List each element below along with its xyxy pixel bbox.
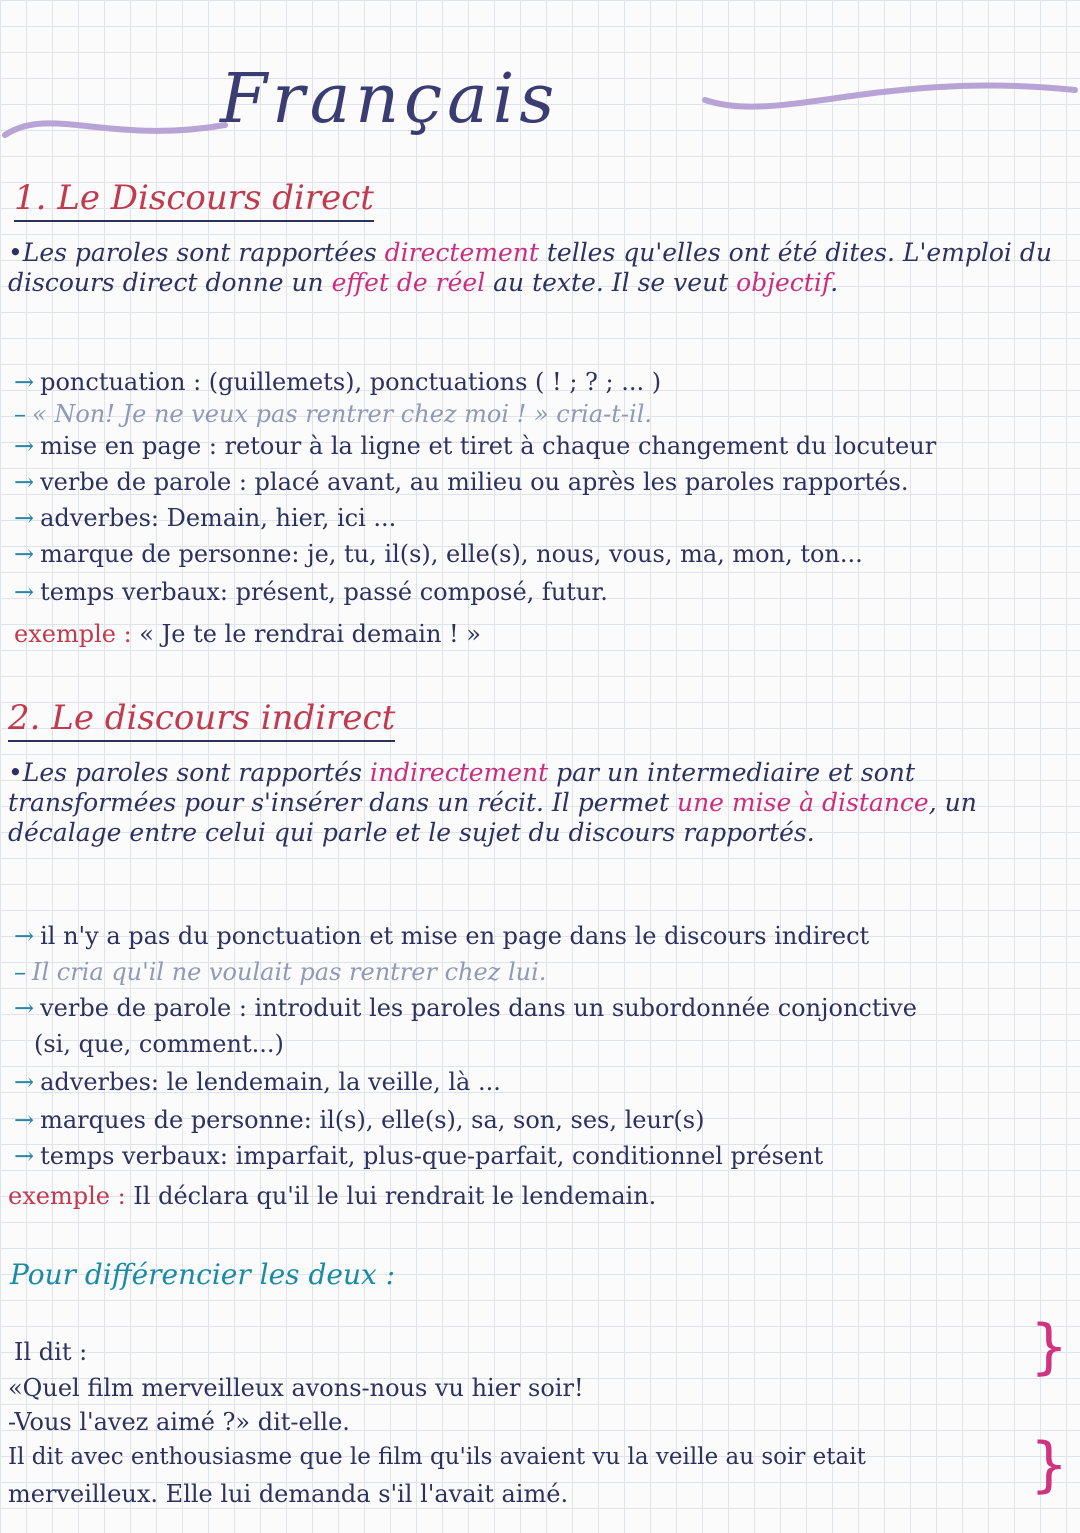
- item-text: il n'y a pas du ponctuation et mise en page dans le discours indirect: [40, 922, 870, 950]
- item-text: verbe de parole : introduit les paroles dans un subordonnée conjonctive: [40, 994, 917, 1022]
- item-text: marque de personne: je, tu, il(s), elle(s), nous, vous, ma, mon, ton...: [40, 540, 863, 568]
- item-text: temps verbaux: imparfait, plus-que-parfait, conditionnel présent: [40, 1142, 824, 1170]
- section1-heading: 1. Le Discours direct: [14, 178, 374, 222]
- list-item: [14, 1106, 1074, 1134]
- para-text: par un intermediaire et sont transformées pour s'insérer dans un récit. Il permet: [8, 758, 915, 817]
- section2-paragraph: [8, 758, 1072, 848]
- arrow-icon: →: [14, 432, 35, 460]
- para-text: •Les paroles sont rapportées: [8, 238, 385, 267]
- para-text: , un décalage entre celui qui parle et le sujet du discours rapportés.: [8, 788, 977, 847]
- example-label: exemple :: [8, 1182, 126, 1210]
- para-highlight: effet de réel: [331, 268, 486, 297]
- item-text: marques de personne: il(s), elle(s), sa, son, ses, leur(s): [40, 1106, 705, 1134]
- list-item: [14, 922, 1074, 950]
- para-highlight: une mise à distance: [676, 788, 929, 817]
- title-swirl-right: [700, 70, 1080, 130]
- list-item: [34, 1030, 1080, 1058]
- item-text: ponctuation : (guillemets), ponctuations ( ! ; ? ; ... ): [40, 368, 662, 396]
- para-highlight: indirectement: [369, 758, 549, 787]
- list-item: [14, 468, 1074, 496]
- section1-paragraph: [8, 238, 1072, 298]
- arrow-icon: →: [14, 578, 35, 606]
- item-text: Il cria qu'il ne voulait pas rentrer chez lui.: [32, 958, 547, 986]
- example-text: Il déclara qu'il le lui rendrait le lendemain.: [133, 1182, 657, 1210]
- item-text: adverbes: Demain, hier, ici ...: [40, 504, 397, 532]
- arrow-icon: →: [14, 994, 35, 1022]
- arrow-icon: →: [14, 368, 35, 396]
- list-item: [14, 1142, 1074, 1170]
- list-item: [14, 540, 1074, 568]
- example-label: exemple :: [14, 620, 132, 648]
- para-text: telles qu'elles ont été dites. L'emploi du discours direct donne un: [8, 238, 1052, 297]
- arrow-icon: →: [14, 504, 35, 532]
- item-text: (si, que, comment...): [34, 1030, 284, 1058]
- item-text: temps verbaux: présent, passé composé, futur.: [40, 578, 608, 606]
- list-item: [14, 400, 1074, 428]
- item-text: mise en page : retour à la ligne et tiret à chaque changement du locuteur: [40, 432, 937, 460]
- example-line: [8, 1182, 1068, 1210]
- brace-icon: }: [1030, 1430, 1069, 1500]
- arrow-icon: →: [14, 1142, 35, 1170]
- dash-icon: –: [14, 400, 26, 428]
- list-item: [14, 1068, 1074, 1096]
- compare-line: «Quel film merveilleux avons-nous vu hier soir!: [8, 1374, 584, 1402]
- para-highlight: objectif: [736, 268, 831, 297]
- brace-icon: }: [1030, 1312, 1069, 1382]
- arrow-icon: →: [14, 1106, 35, 1134]
- compare-line: -Vous l'avez aimé ?» dit-elle.: [8, 1408, 350, 1436]
- list-item: [14, 432, 1074, 460]
- para-text: •Les paroles sont rapportés: [8, 758, 370, 787]
- para-text: .: [830, 268, 839, 297]
- compare-line: Il dit :: [14, 1338, 88, 1366]
- item-text: adverbes: le lendemain, la veille, là ...: [40, 1068, 501, 1096]
- arrow-icon: →: [14, 922, 35, 950]
- arrow-icon: →: [14, 540, 35, 568]
- arrow-icon: →: [14, 1068, 35, 1096]
- item-text: « Non! Je ne veux pas rentrer chez moi ! » cria-t-il.: [32, 400, 653, 428]
- compare-intro: Pour différencier les deux :: [10, 1258, 396, 1291]
- list-item: [14, 368, 1074, 396]
- para-text: au texte. Il se veut: [485, 268, 737, 297]
- section2-heading: 2. Le discours indirect: [8, 698, 395, 742]
- dash-icon: –: [14, 958, 26, 986]
- list-item: [14, 958, 1074, 986]
- example-line: [14, 620, 1074, 648]
- example-text: « Je te le rendrai demain ! »: [139, 620, 481, 648]
- page-title: Français: [220, 60, 560, 139]
- title-swirl-left: [0, 95, 230, 155]
- list-item: [14, 504, 1074, 532]
- compare-line: Il dit avec enthousiasme que le film qu'ils avaient vu la veille au soir etait: [8, 1444, 866, 1470]
- compare-line: merveilleux. Elle lui demanda s'il l'avait aimé.: [8, 1480, 569, 1508]
- arrow-icon: →: [14, 468, 35, 496]
- para-highlight: directement: [384, 238, 539, 267]
- item-text: verbe de parole : placé avant, au milieu ou après les paroles rapportés.: [40, 468, 909, 496]
- list-item: [14, 578, 1074, 606]
- list-item: [14, 994, 1074, 1022]
